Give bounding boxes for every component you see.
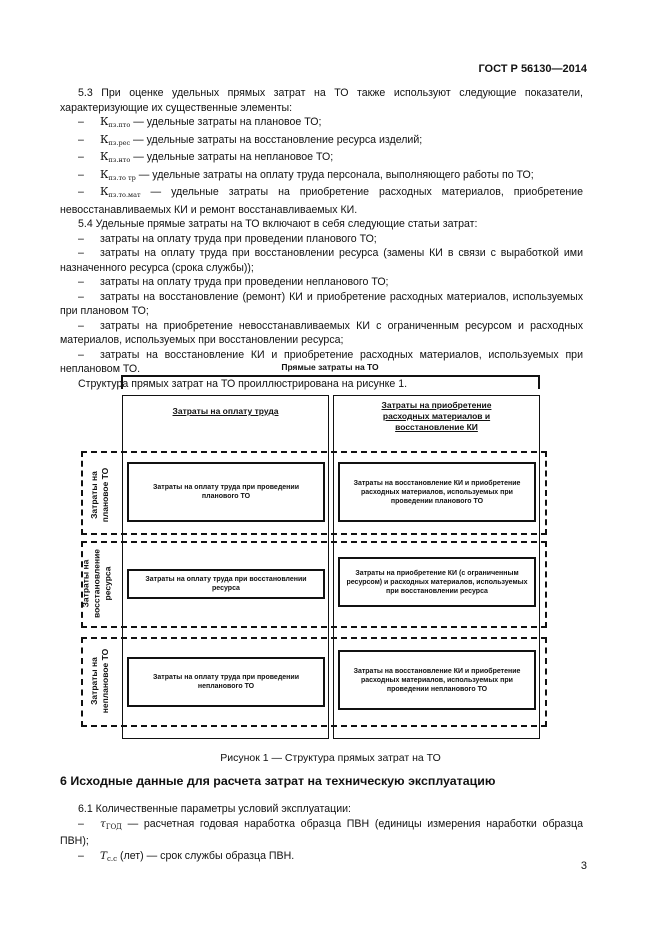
list-item: – $\tau_{ГОД}$ — расчетная годовая наработка образца ПВН (единицы измерения наработки образца ПВН); xyxy=(60,817,583,849)
resource-restoration-label: Затраты на восстановление ресурса xyxy=(80,548,113,619)
unplanned-labor-box: Затраты на оплату труда при проведении непланового ТО xyxy=(127,657,325,707)
section-6-body xyxy=(60,802,583,866)
restoration-materials-box: Затраты на приобретение КИ (с ограниченным ресурсом) и расходных материалов, используемых при восстановлении ресурса xyxy=(338,557,536,607)
resource-restoration-band xyxy=(81,541,547,628)
list-item: – $К_{пз.нто}$ — удельные затраты на неплановое ТО; xyxy=(60,150,583,168)
unplanned-maintenance-band xyxy=(81,637,547,727)
list-item: – $К_{пз.пто}$ — удельные затраты на плановое ТО; xyxy=(60,115,583,133)
restoration-labor-box: Затраты на оплату труда при восстановлении ресурса xyxy=(127,569,325,599)
list-item: – затраты на оплату труда при проведении непланового ТО; xyxy=(60,275,583,290)
unplanned-materials-box: Затраты на восстановление КИ и приобретение расходных материалов, используемых при проведении непланового ТО xyxy=(338,650,536,710)
list-item: – затраты на приобретение невосстанавливаемых КИ с ограниченным ресурсом и расходных материалов, используемых при восстановлении ресурса; xyxy=(60,319,583,348)
section-5-4-intro: 5.4 Удельные прямые затраты на ТО включают в себя следующие статьи затрат: xyxy=(78,218,478,230)
list-item: – $К_{пз.то.мат}$ — удельные затраты на приобретение расходных материалов, приобретение невосстанавливаемых КИ и ремонт восстанавливаемых КИ. xyxy=(60,185,583,217)
document-id: ГОСТ Р 56130—2014 xyxy=(478,63,587,75)
planned-maintenance-label: Затраты на плановое ТО xyxy=(89,467,110,523)
planned-materials-box: Затраты на восстановление КИ и приобретение расходных материалов, используемых при проведении планового ТО xyxy=(338,462,536,522)
list-item: – $T_{с.с}$ (лет) — срок службы образца ПВН. xyxy=(60,849,583,867)
materials-cost-column xyxy=(333,395,540,739)
list-item: – затраты на восстановление КИ и приобретение расходных материалов, используемых при неплановом ТО. xyxy=(60,348,583,377)
list-item: – затраты на восстановление (ремонт) КИ и приобретение расходных материалов, используемых при плановом ТО; xyxy=(60,290,583,319)
labor-cost-column xyxy=(122,395,329,739)
section-5-3-intro: 5.3 При оценке удельных прямых затрат на ТО также используют следующие показатели, характеризующие их существенные элементы: xyxy=(60,87,583,114)
materials-cost-heading: Затраты на приобретение расходных материалов и восстановление КИ xyxy=(381,400,492,432)
labor-cost-heading: Затраты на оплату труда xyxy=(172,406,279,416)
list-item: – затраты на оплату труда при восстановлении ресурса (замены КИ в связи с выработкой ими назначенного ресурса (срока службы)); xyxy=(60,246,583,275)
list-item: – $К_{пз.то тр}$ — удельные затраты на оплату труда персонала, выполняющего работы по ТО; xyxy=(60,168,583,186)
body-text xyxy=(60,86,583,391)
page-number: 3 xyxy=(580,860,587,872)
planned-labor-box: Затраты на оплату труда при проведении планового ТО xyxy=(127,462,325,522)
figure-reference: Структура прямых затрат на ТО проиллюстрирована на рисунке 1. xyxy=(78,377,408,390)
section-6-1-intro: 6.1 Количественные параметры условий эксплуатации: xyxy=(78,803,352,815)
list-item: – $К_{пз.рес}$ — удельные затраты на восстановление ресурса изделий; xyxy=(60,133,583,151)
planned-maintenance-band xyxy=(81,451,547,535)
unplanned-maintenance-label: Затраты на неплановое ТО xyxy=(89,648,110,714)
list-item: – затраты на оплату труда при проведении планового ТО; xyxy=(60,232,583,247)
figure-caption: Рисунок 1 — Структура прямых затрат на ТО xyxy=(220,752,441,764)
diagram-title: Прямые затраты на ТО xyxy=(281,362,379,372)
section-6-heading: 6 Исходные данные для расчета затрат на техническую эксплуатацию xyxy=(60,774,496,788)
